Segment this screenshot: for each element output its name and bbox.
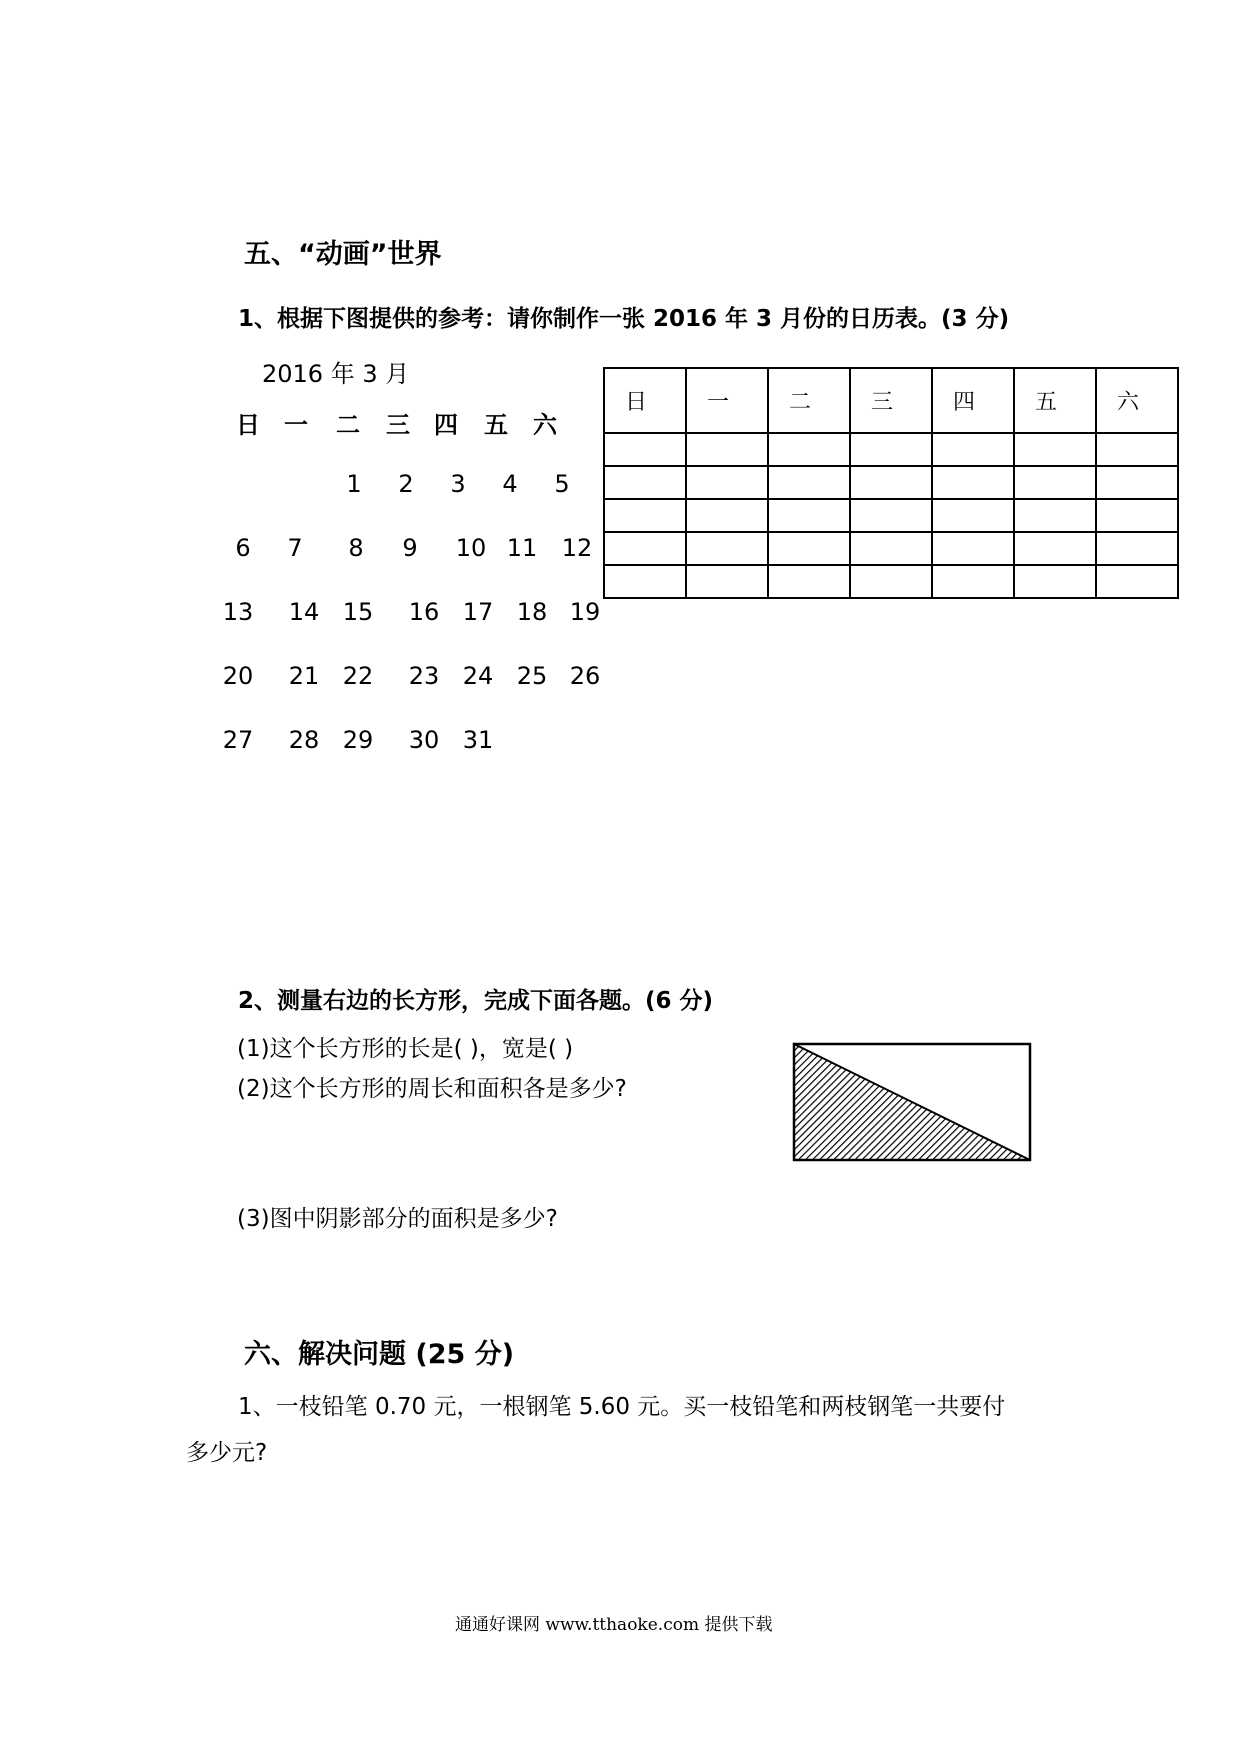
calendar-day: 22 (342, 662, 374, 690)
section-5-title: 五、“动画”世界 (244, 239, 442, 270)
table-header-cell: 六 (1096, 368, 1178, 433)
calendar-day: 27 (222, 726, 254, 754)
calendar-day: 29 (342, 726, 374, 754)
calendar-title: 2016 年 3 月 (262, 360, 410, 388)
calendar-day: 6 (235, 534, 251, 562)
calendar-day: 1 (346, 470, 362, 498)
calendar-day: 16 (408, 598, 440, 626)
weekday-label: 四 (434, 411, 458, 439)
calendar-day: 26 (569, 662, 601, 690)
calendar-day: 23 (408, 662, 440, 690)
calendar-day: 10 (455, 534, 487, 562)
calendar-day: 25 (516, 662, 548, 690)
question-2-sub2: (2)这个长方形的周长和面积各是多少? (237, 1076, 627, 1102)
table-header-cell: 日 (604, 368, 686, 433)
calendar-day: 24 (462, 662, 494, 690)
calendar-day: 7 (287, 534, 303, 562)
calendar-day: 31 (462, 726, 494, 754)
calendar-day: 12 (561, 534, 593, 562)
calendar-day: 14 (288, 598, 320, 626)
table-header-cell: 三 (850, 368, 932, 433)
weekday-label: 五 (484, 411, 508, 439)
calendar-day: 18 (516, 598, 548, 626)
table-header-cell: 二 (768, 368, 850, 433)
question-1-text: 1、根据下图提供的参考：请你制作一张 2016 年 3 月份的日历表。(3 分) (238, 306, 1010, 332)
shaded-triangle (794, 1044, 1030, 1160)
calendar-day: 9 (402, 534, 418, 562)
section-6-title: 六、解决问题 (25 分) (244, 1339, 515, 1370)
problem-1-line2: 多少元? (186, 1440, 268, 1466)
table-header-cell: 一 (686, 368, 768, 433)
calendar-day: 8 (348, 534, 364, 562)
calendar-day: 19 (569, 598, 601, 626)
calendar-day: 4 (502, 470, 518, 498)
calendar-day: 3 (450, 470, 466, 498)
calendar-day: 15 (342, 598, 374, 626)
weekday-label: 二 (336, 411, 360, 439)
calendar-day: 5 (554, 470, 570, 498)
weekday-label: 一 (284, 411, 308, 439)
calendar-day: 30 (408, 726, 440, 754)
calendar-day: 21 (288, 662, 320, 690)
weekday-label: 六 (533, 411, 557, 439)
calendar-day: 13 (222, 598, 254, 626)
calendar-day: 2 (398, 470, 414, 498)
question-2-text: 2、测量右边的长方形，完成下面各题。(6 分) (238, 988, 714, 1014)
problem-1-line1: 1、一枝铅笔 0.70 元，一根钢笔 5.60 元。买一枝铅笔和两枝钢笔一共要付 (238, 1394, 1006, 1420)
calendar-day: 17 (462, 598, 494, 626)
weekday-label: 三 (386, 411, 410, 439)
table-header-cell: 五 (1014, 368, 1096, 433)
calendar-day: 28 (288, 726, 320, 754)
question-2-sub3: (3)图中阴影部分的面积是多少? (237, 1206, 558, 1232)
blank-calendar-table (603, 367, 1179, 599)
footer-source: 通通好课网 www.tthaoke.com 提供下载 (455, 1615, 773, 1635)
weekday-label: 日 (236, 411, 260, 439)
question-2-sub1: (1)这个长方形的长是( )，宽是( ) (237, 1036, 574, 1062)
rectangle-figure (790, 1040, 1036, 1168)
calendar-day: 20 (222, 662, 254, 690)
calendar-day: 11 (506, 534, 538, 562)
table-header-cell: 四 (932, 368, 1014, 433)
